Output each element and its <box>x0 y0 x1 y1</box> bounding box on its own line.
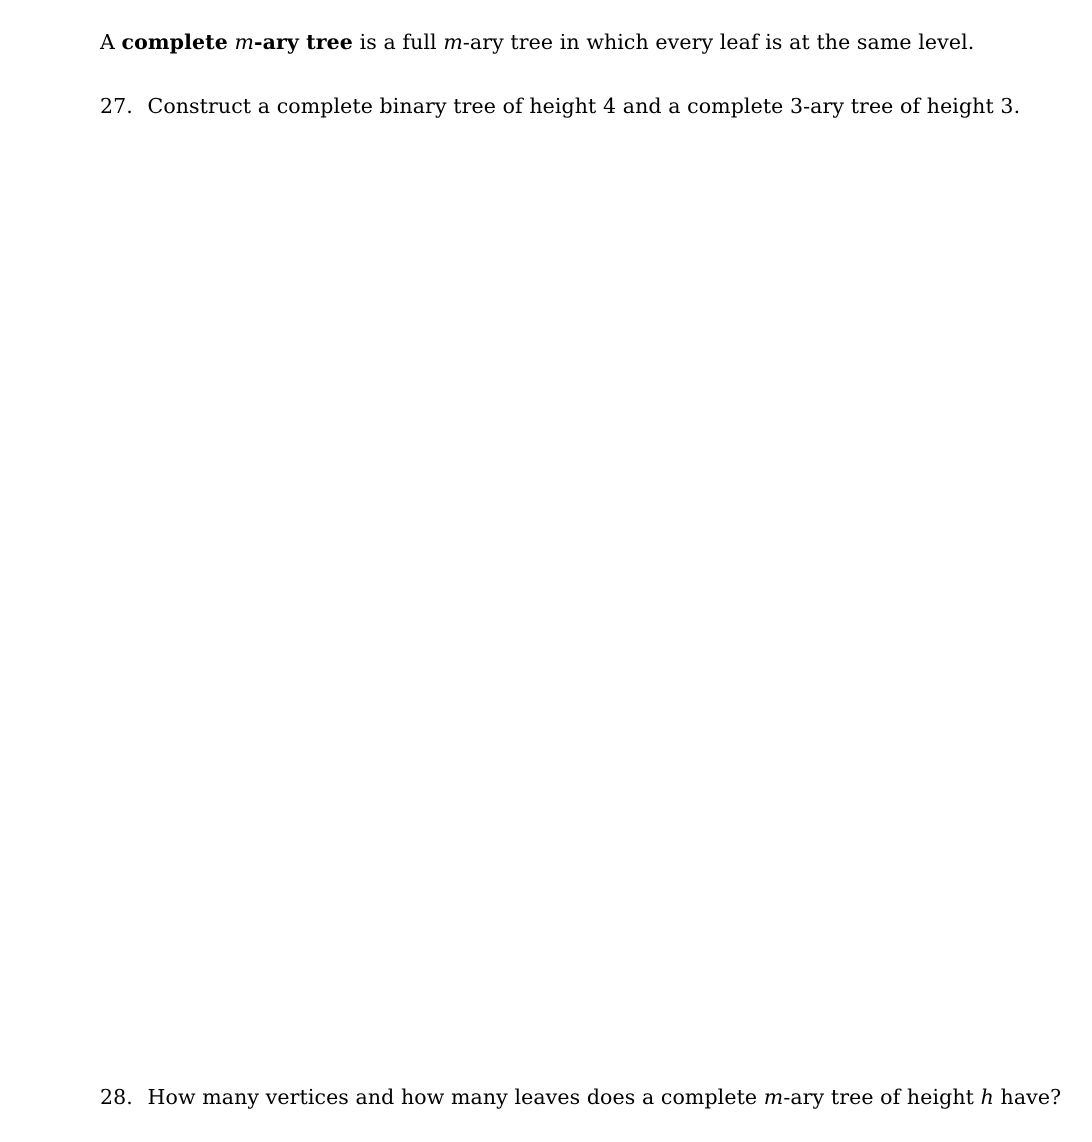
problem-27 <box>100 93 1020 119</box>
problem-28-variable-h: h <box>980 1085 994 1109</box>
definition-variable: m <box>443 30 463 54</box>
answer-space <box>100 140 992 1060</box>
definition-prefix: A <box>100 30 115 54</box>
problem-28-text-3: have? <box>1000 1085 1062 1109</box>
problem-28-number: 28. <box>100 1085 133 1109</box>
problem-28-variable-m: m <box>763 1085 784 1109</box>
definition-paragraph <box>100 29 974 55</box>
problem-27-text: Construct a complete binary tree of height 4 and a complete 3-ary tree of height 3. <box>147 94 1021 118</box>
problem-28 <box>100 1084 1061 1110</box>
definition-text-1: is a full <box>359 30 437 54</box>
definition-text-2: -ary tree in which every leaf is at the same level. <box>462 30 975 54</box>
problem-28-text-1: How many vertices and how many leaves does a complete <box>147 1085 758 1109</box>
definition-term-suffix: -ary tree <box>254 30 353 54</box>
definition-term-variable: m <box>234 30 255 54</box>
problem-28-text-2: -ary tree of height <box>783 1085 974 1109</box>
problem-27-number: 27. <box>100 94 133 118</box>
definition-term-word: complete <box>121 30 228 54</box>
